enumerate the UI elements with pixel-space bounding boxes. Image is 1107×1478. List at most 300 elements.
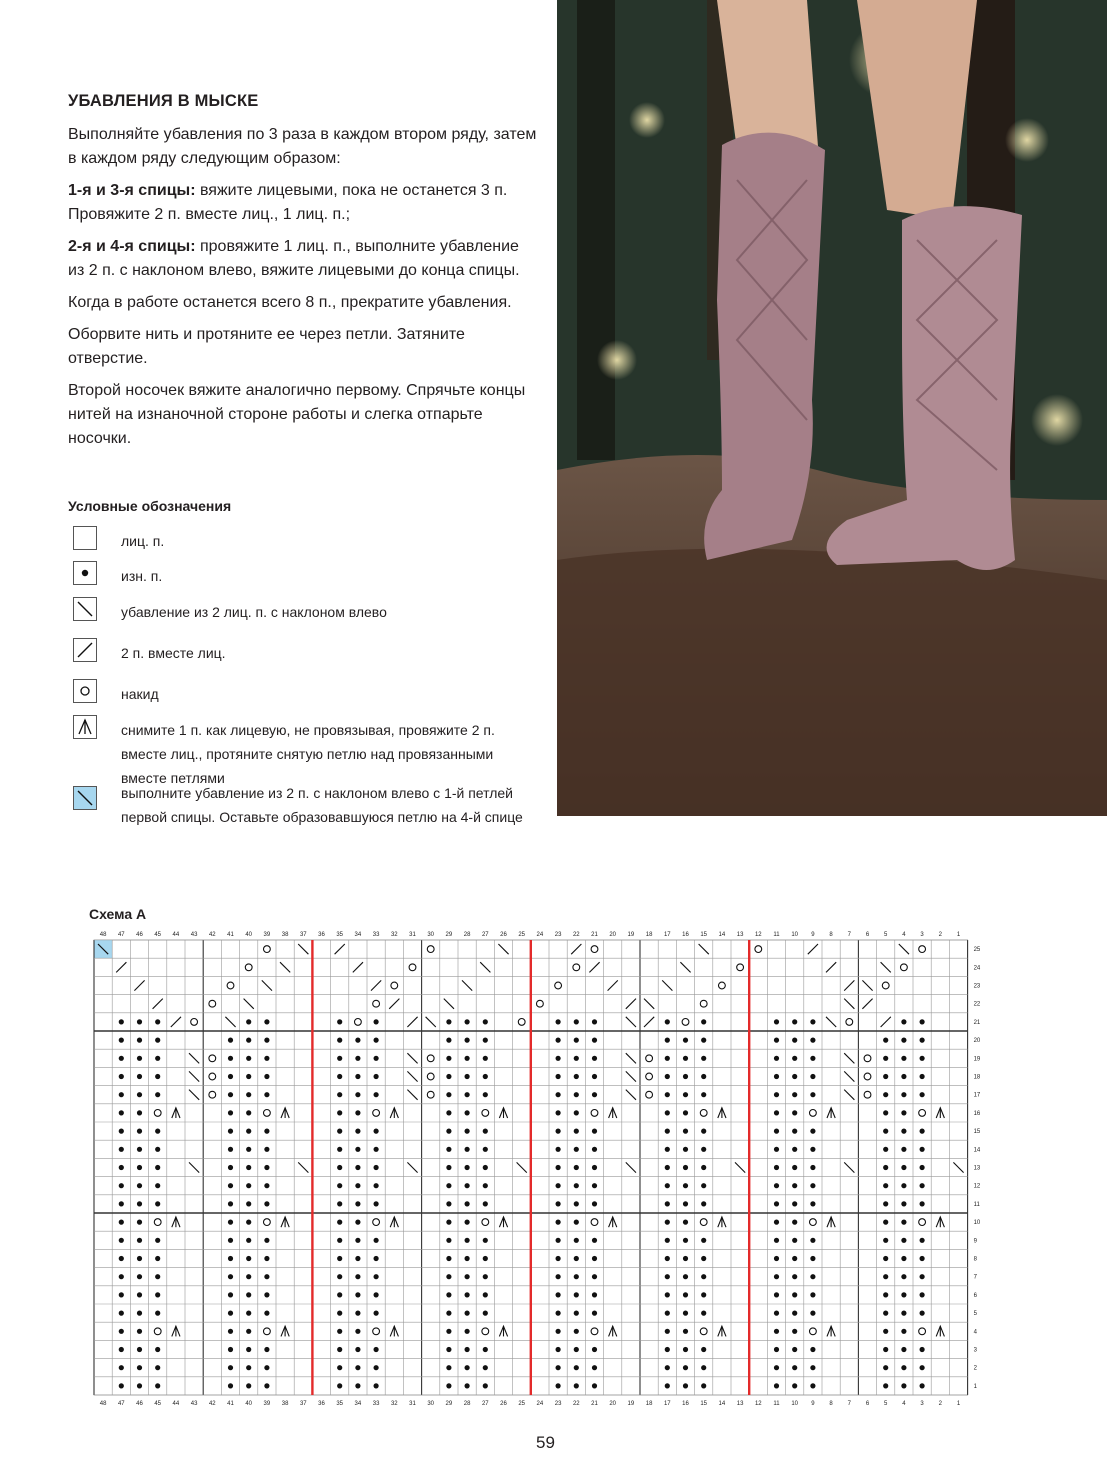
chart-purl-mark xyxy=(774,1147,779,1152)
chart-purl-mark xyxy=(155,1056,160,1061)
chart-purl-mark xyxy=(228,1165,233,1170)
chart-purl-mark xyxy=(355,1256,360,1261)
chart-purl-mark xyxy=(119,1238,124,1243)
chart-purl-mark xyxy=(465,1019,470,1024)
chart-purl-mark xyxy=(774,1238,779,1243)
chart-purl-mark xyxy=(483,1238,488,1243)
chart-purl-mark xyxy=(155,1311,160,1316)
chart-purl-mark xyxy=(920,1147,925,1152)
chart-purl-mark xyxy=(883,1110,888,1115)
chart-purl-mark xyxy=(446,1274,451,1279)
chart-purl-mark xyxy=(374,1038,379,1043)
chart-row-number: 4 xyxy=(973,1329,977,1336)
chart-purl-mark xyxy=(701,1074,706,1079)
chart-purl-mark xyxy=(574,1165,579,1170)
chart-purl-mark xyxy=(246,1129,251,1134)
chart-purl-mark xyxy=(592,1365,597,1370)
chart-purl-mark xyxy=(155,1365,160,1370)
legend-text: выполните убавление из 2 п. с наклоном влево с 1-й петлей первой спицы. Оставьте образовавшуюся петлю на 4-й спице xyxy=(121,785,523,825)
chart-purl-mark xyxy=(137,1056,142,1061)
chart-col-number-bottom: 17 xyxy=(663,1401,671,1407)
chart-purl-mark xyxy=(374,1292,379,1297)
chart-purl-mark xyxy=(374,1056,379,1061)
chart-row-number: 13 xyxy=(973,1165,981,1172)
chart-purl-mark xyxy=(355,1201,360,1206)
chart-purl-mark xyxy=(883,1311,888,1316)
chart-purl-mark xyxy=(264,1129,269,1134)
chart-purl-mark xyxy=(137,1329,142,1334)
chart-purl-mark xyxy=(920,1038,925,1043)
chart-col-number-top: 9 xyxy=(811,932,815,938)
chart-purl-mark xyxy=(137,1110,142,1115)
chart-purl-mark xyxy=(701,1292,706,1297)
chart-purl-mark xyxy=(901,1329,906,1334)
chart-col-number-bottom: 32 xyxy=(390,1401,398,1407)
chart-purl-mark xyxy=(446,1329,451,1334)
chart-purl-mark xyxy=(119,1147,124,1152)
chart-purl-mark xyxy=(556,1220,561,1225)
chart-purl-mark xyxy=(901,1165,906,1170)
paragraph-3 xyxy=(68,235,538,283)
chart-purl-mark xyxy=(701,1147,706,1152)
chart-purl-mark xyxy=(683,1201,688,1206)
chart-col-number-top: 35 xyxy=(336,932,344,938)
chart-col-number-bottom: 11 xyxy=(773,1401,780,1407)
chart-purl-mark xyxy=(901,1056,906,1061)
chart-purl-mark xyxy=(155,1074,160,1079)
chart-purl-mark xyxy=(883,1201,888,1206)
chart-row-number: 16 xyxy=(973,1110,981,1117)
paragraph-4: Когда в работе останется всего 8 п., прекратите убавления. xyxy=(68,294,512,311)
chart-purl-mark xyxy=(883,1347,888,1352)
chart-purl-mark xyxy=(264,1383,269,1388)
chart-purl-mark xyxy=(883,1074,888,1079)
chart-purl-mark xyxy=(901,1365,906,1370)
chart-purl-mark xyxy=(264,1056,269,1061)
chart-purl-mark xyxy=(355,1092,360,1097)
chart-col-number-top: 4 xyxy=(902,932,906,938)
chart-purl-mark xyxy=(683,1147,688,1152)
chart-col-number-bottom: 41 xyxy=(227,1401,234,1407)
chart-purl-mark xyxy=(774,1183,779,1188)
chart-purl-mark xyxy=(592,1256,597,1261)
chart-purl-mark xyxy=(883,1147,888,1152)
chart-purl-mark xyxy=(920,1256,925,1261)
chart-col-number-top: 23 xyxy=(554,932,562,938)
legend-text: снимите 1 п. как лицевую, не провязывая, провяжите 2 п. вместе лиц., протяните снятую петлю над провязанными вместе петлями xyxy=(121,722,495,786)
chart-purl-mark xyxy=(810,1147,815,1152)
chart-purl-mark xyxy=(901,1311,906,1316)
chart-purl-mark xyxy=(701,1019,706,1024)
chart-purl-mark xyxy=(920,1347,925,1352)
chart-purl-mark xyxy=(483,1092,488,1097)
chart-purl-mark xyxy=(920,1183,925,1188)
chart-col-number-top: 19 xyxy=(627,932,635,938)
chart-purl-mark xyxy=(137,1347,142,1352)
chart-purl-mark xyxy=(137,1074,142,1079)
chart-purl-mark xyxy=(920,1274,925,1279)
chart-purl-mark xyxy=(137,1365,142,1370)
chart-purl-mark xyxy=(119,1110,124,1115)
chart-purl-mark xyxy=(556,1347,561,1352)
chart-purl-mark xyxy=(374,1165,379,1170)
chart-purl-mark xyxy=(665,1092,670,1097)
chart-purl-mark xyxy=(264,1256,269,1261)
chart-purl-mark xyxy=(683,1165,688,1170)
chart-purl-mark xyxy=(483,1147,488,1152)
chart-col-number-bottom: 25 xyxy=(518,1401,526,1407)
chart-row-number: 3 xyxy=(973,1347,977,1354)
chart-purl-mark xyxy=(701,1347,706,1352)
chart-purl-mark xyxy=(792,1092,797,1097)
knitting-chart xyxy=(92,928,981,1414)
chart-purl-mark xyxy=(337,1365,342,1370)
chart-row-number: 23 xyxy=(973,983,981,990)
chart-purl-mark xyxy=(901,1129,906,1134)
chart-purl-mark xyxy=(337,1347,342,1352)
chart-purl-mark xyxy=(574,1129,579,1134)
chart-purl-mark xyxy=(337,1147,342,1152)
chart-purl-mark xyxy=(246,1056,251,1061)
chart-col-number-bottom: 30 xyxy=(427,1401,435,1407)
chart-purl-mark xyxy=(137,1383,142,1388)
chart-purl-mark xyxy=(792,1347,797,1352)
chart-purl-mark xyxy=(264,1311,269,1316)
chart-purl-mark xyxy=(137,1256,142,1261)
chart-col-number-bottom: 10 xyxy=(791,1401,799,1407)
chart-col-number-bottom: 27 xyxy=(481,1401,489,1407)
chart-purl-mark xyxy=(665,1329,670,1334)
chart-purl-mark xyxy=(556,1110,561,1115)
chart-purl-mark xyxy=(556,1056,561,1061)
chart-purl-mark xyxy=(355,1365,360,1370)
chart-purl-mark xyxy=(337,1220,342,1225)
chart-col-number-top: 33 xyxy=(372,932,380,938)
chart-purl-mark xyxy=(264,1183,269,1188)
chart-purl-mark xyxy=(355,1311,360,1316)
chart-purl-mark xyxy=(774,1074,779,1079)
chart-purl-mark xyxy=(901,1201,906,1206)
chart-purl-mark xyxy=(246,1274,251,1279)
chart-purl-mark xyxy=(574,1220,579,1225)
chart-purl-mark xyxy=(465,1074,470,1079)
chart-purl-mark xyxy=(556,1256,561,1261)
chart-row-number: 20 xyxy=(973,1038,981,1045)
chart-purl-mark xyxy=(355,1183,360,1188)
chart-purl-mark xyxy=(683,1129,688,1134)
chart-purl-mark xyxy=(574,1110,579,1115)
chart-purl-mark xyxy=(228,1256,233,1261)
chart-purl-mark xyxy=(337,1183,342,1188)
chart-purl-mark xyxy=(883,1256,888,1261)
chart-col-number-top: 40 xyxy=(245,932,253,938)
chart-purl-mark xyxy=(374,1365,379,1370)
chart-purl-mark xyxy=(446,1347,451,1352)
chart-purl-mark xyxy=(665,1038,670,1043)
chart-purl-mark xyxy=(483,1347,488,1352)
chart-purl-mark xyxy=(701,1129,706,1134)
chart-col-number-top: 5 xyxy=(884,932,888,938)
chart-purl-mark xyxy=(155,1183,160,1188)
chart-col-number-bottom: 35 xyxy=(336,1401,344,1407)
chart-col-number-top: 16 xyxy=(682,932,689,938)
chart-purl-mark xyxy=(246,1383,251,1388)
chart-col-number-top: 11 xyxy=(773,932,780,938)
chart-purl-mark xyxy=(228,1147,233,1152)
chart-purl-mark xyxy=(137,1274,142,1279)
chart-purl-mark xyxy=(446,1256,451,1261)
chart-purl-mark xyxy=(246,1256,251,1261)
chart-purl-mark xyxy=(155,1147,160,1152)
chart-purl-mark xyxy=(592,1311,597,1316)
chart-purl-mark xyxy=(792,1238,797,1243)
chart-purl-mark xyxy=(810,1238,815,1243)
double-decrease-icon xyxy=(73,715,97,739)
blue-decrease-icon xyxy=(73,786,97,810)
chart-title: Схема А xyxy=(89,906,147,922)
chart-purl-mark xyxy=(246,1183,251,1188)
chart-purl-mark xyxy=(355,1383,360,1388)
chart-col-number-top: 8 xyxy=(829,932,833,938)
chart-purl-mark xyxy=(465,1365,470,1370)
chart-purl-mark xyxy=(556,1092,561,1097)
chart-col-number-bottom: 44 xyxy=(172,1401,180,1407)
chart-purl-mark xyxy=(137,1238,142,1243)
chart-purl-mark xyxy=(355,1347,360,1352)
chart-purl-mark xyxy=(374,1129,379,1134)
chart-purl-mark xyxy=(574,1365,579,1370)
chart-purl-mark xyxy=(883,1220,888,1225)
chart-purl-mark xyxy=(264,1019,269,1024)
chart-row-number: 18 xyxy=(973,1074,981,1081)
chart-col-number-top: 28 xyxy=(463,932,471,938)
chart-purl-mark xyxy=(137,1147,142,1152)
chart-purl-mark xyxy=(246,1038,251,1043)
chart-purl-mark xyxy=(774,1365,779,1370)
chart-col-number-top: 7 xyxy=(847,932,851,938)
chart-purl-mark xyxy=(792,1129,797,1134)
chart-purl-mark xyxy=(337,1274,342,1279)
chart-purl-mark xyxy=(246,1074,251,1079)
chart-col-number-bottom: 29 xyxy=(445,1401,453,1407)
chart-purl-mark xyxy=(683,1220,688,1225)
chart-purl-mark xyxy=(337,1165,342,1170)
chart-purl-mark xyxy=(264,1292,269,1297)
chart-purl-mark xyxy=(264,1038,269,1043)
chart-purl-mark xyxy=(556,1147,561,1152)
chart-col-number-top: 24 xyxy=(536,932,544,938)
chart-purl-mark xyxy=(883,1238,888,1243)
chart-purl-mark xyxy=(901,1019,906,1024)
chart-purl-mark xyxy=(665,1147,670,1152)
chart-purl-mark xyxy=(901,1092,906,1097)
chart-purl-mark xyxy=(355,1274,360,1279)
chart-purl-mark xyxy=(701,1274,706,1279)
chart-purl-mark xyxy=(792,1220,797,1225)
chart-purl-mark xyxy=(337,1292,342,1297)
chart-purl-mark xyxy=(355,1220,360,1225)
chart-purl-mark xyxy=(683,1311,688,1316)
chart-purl-mark xyxy=(355,1147,360,1152)
paragraph-1: Выполняйте убавления по 3 раза в каждом втором ряду, затем в каждом ряду следующим образом: xyxy=(68,126,537,167)
chart-purl-mark xyxy=(465,1329,470,1334)
chart-purl-mark xyxy=(446,1110,451,1115)
chart-purl-mark xyxy=(246,1365,251,1370)
chart-purl-mark xyxy=(556,1365,561,1370)
chart-purl-mark xyxy=(883,1183,888,1188)
chart-purl-mark xyxy=(810,1311,815,1316)
chart-purl-mark xyxy=(374,1201,379,1206)
chart-purl-mark xyxy=(483,1256,488,1261)
chart-col-number-top: 43 xyxy=(190,932,198,938)
chart-purl-mark xyxy=(119,1038,124,1043)
chart-purl-mark xyxy=(155,1347,160,1352)
chart-purl-mark xyxy=(228,1292,233,1297)
chart-purl-mark xyxy=(446,1365,451,1370)
chart-col-number-top: 13 xyxy=(736,932,744,938)
chart-purl-mark xyxy=(119,1311,124,1316)
chart-row-number: 11 xyxy=(973,1201,980,1208)
chart-purl-mark xyxy=(574,1201,579,1206)
chart-purl-mark xyxy=(465,1292,470,1297)
chart-col-number-bottom: 45 xyxy=(154,1401,162,1407)
chart-purl-mark xyxy=(792,1147,797,1152)
needles-2-4-text: провяжите 1 лиц. п., выполните убавление из 2 п. с наклоном влево, вяжите лицевыми до конца спицы. xyxy=(68,238,520,279)
chart-purl-mark xyxy=(465,1347,470,1352)
chart-purl-mark xyxy=(774,1292,779,1297)
chart-purl-mark xyxy=(119,1092,124,1097)
chart-purl-mark xyxy=(683,1329,688,1334)
chart-col-number-bottom: 42 xyxy=(208,1401,216,1407)
chart-purl-mark xyxy=(374,1274,379,1279)
chart-purl-mark xyxy=(137,1038,142,1043)
chart-purl-mark xyxy=(374,1238,379,1243)
chart-purl-mark xyxy=(374,1147,379,1152)
chart-col-number-top: 30 xyxy=(427,932,435,938)
chart-purl-mark xyxy=(920,1129,925,1134)
chart-purl-mark xyxy=(465,1129,470,1134)
chart-col-number-bottom: 43 xyxy=(190,1401,198,1407)
chart-purl-mark xyxy=(683,1256,688,1261)
chart-col-number-bottom: 13 xyxy=(736,1401,744,1407)
chart-purl-mark xyxy=(355,1165,360,1170)
chart-row-number: 8 xyxy=(973,1256,977,1263)
section-title: УБАВЛЕНИЯ В МЫСКЕ xyxy=(68,92,259,110)
chart-purl-mark xyxy=(556,1019,561,1024)
chart-purl-mark xyxy=(665,1256,670,1261)
chart-purl-mark xyxy=(665,1056,670,1061)
needles-1-3-label: 1-я и 3-я спицы: xyxy=(68,182,196,199)
chart-purl-mark xyxy=(465,1165,470,1170)
chart-purl-mark xyxy=(920,1201,925,1206)
chart-purl-mark xyxy=(574,1256,579,1261)
chart-purl-mark xyxy=(228,1183,233,1188)
chart-row-number: 2 xyxy=(973,1365,977,1372)
chart-col-number-top: 46 xyxy=(136,932,143,938)
chart-row-number: 7 xyxy=(973,1274,977,1281)
chart-col-number-bottom: 37 xyxy=(299,1401,307,1407)
chart-purl-mark xyxy=(701,1056,706,1061)
chart-purl-mark xyxy=(228,1201,233,1206)
chart-purl-mark xyxy=(701,1365,706,1370)
chart-purl-mark xyxy=(683,1074,688,1079)
chart-purl-mark xyxy=(574,1274,579,1279)
chart-purl-mark xyxy=(792,1256,797,1261)
chart-purl-mark xyxy=(119,1256,124,1261)
chart-col-number-top: 39 xyxy=(263,932,271,938)
chart-purl-mark xyxy=(246,1238,251,1243)
purl-dot-icon xyxy=(73,561,97,585)
chart-purl-mark xyxy=(374,1256,379,1261)
chart-purl-mark xyxy=(701,1311,706,1316)
chart-purl-mark xyxy=(246,1292,251,1297)
chart-purl-mark xyxy=(374,1183,379,1188)
chart-purl-mark xyxy=(574,1347,579,1352)
chart-row-number: 12 xyxy=(973,1183,981,1190)
chart-purl-mark xyxy=(701,1256,706,1261)
chart-purl-mark xyxy=(901,1147,906,1152)
chart-purl-mark xyxy=(228,1238,233,1243)
chart-purl-mark xyxy=(683,1110,688,1115)
chart-purl-mark xyxy=(137,1092,142,1097)
chart-purl-mark xyxy=(901,1110,906,1115)
chart-purl-mark xyxy=(483,1129,488,1134)
chart-purl-mark xyxy=(920,1165,925,1170)
chart-purl-mark xyxy=(337,1201,342,1206)
chart-purl-mark xyxy=(683,1274,688,1279)
chart-purl-mark xyxy=(228,1074,233,1079)
chart-purl-mark xyxy=(901,1220,906,1225)
chart-row-number: 15 xyxy=(973,1129,981,1136)
chart-purl-mark xyxy=(810,1129,815,1134)
chart-col-number-bottom: 7 xyxy=(847,1401,851,1407)
chart-col-number-top: 48 xyxy=(99,932,107,938)
chart-col-number-top: 15 xyxy=(700,932,708,938)
chart-purl-mark xyxy=(920,1292,925,1297)
chart-purl-mark xyxy=(137,1165,142,1170)
chart-purl-mark xyxy=(574,1074,579,1079)
chart-col-number-top: 18 xyxy=(645,932,653,938)
chart-purl-mark xyxy=(483,1292,488,1297)
chart-col-number-bottom: 23 xyxy=(554,1401,562,1407)
chart-purl-mark xyxy=(701,1201,706,1206)
chart-col-number-bottom: 16 xyxy=(682,1401,689,1407)
chart-purl-mark xyxy=(119,1274,124,1279)
chart-purl-mark xyxy=(355,1056,360,1061)
chart-row-number: 17 xyxy=(973,1092,981,1099)
chart-col-number-bottom: 21 xyxy=(591,1401,598,1407)
chart-col-number-top: 6 xyxy=(865,932,870,938)
chart-purl-mark xyxy=(374,1074,379,1079)
chart-purl-mark xyxy=(264,1238,269,1243)
chart-purl-mark xyxy=(337,1311,342,1316)
chart-purl-mark xyxy=(665,1074,670,1079)
chart-purl-mark xyxy=(701,1183,706,1188)
paragraph-6: Второй носочек вяжите аналогично первому. Спрячьте концы нитей на изнаночной стороне работы и слегка отпарьте носочки. xyxy=(68,382,526,447)
chart-col-number-bottom: 4 xyxy=(902,1401,906,1407)
chart-purl-mark xyxy=(810,1292,815,1297)
chart-purl-mark xyxy=(701,1383,706,1388)
chart-purl-mark xyxy=(446,1238,451,1243)
chart-purl-mark xyxy=(246,1092,251,1097)
chart-row-number: 6 xyxy=(973,1292,977,1299)
legend-text: убавление из 2 лиц. п. с наклоном влево xyxy=(121,604,387,620)
chart-purl-mark xyxy=(701,1038,706,1043)
chart-purl-mark xyxy=(574,1238,579,1243)
chart-purl-mark xyxy=(155,1165,160,1170)
chart-purl-mark xyxy=(574,1056,579,1061)
chart-purl-mark xyxy=(374,1347,379,1352)
